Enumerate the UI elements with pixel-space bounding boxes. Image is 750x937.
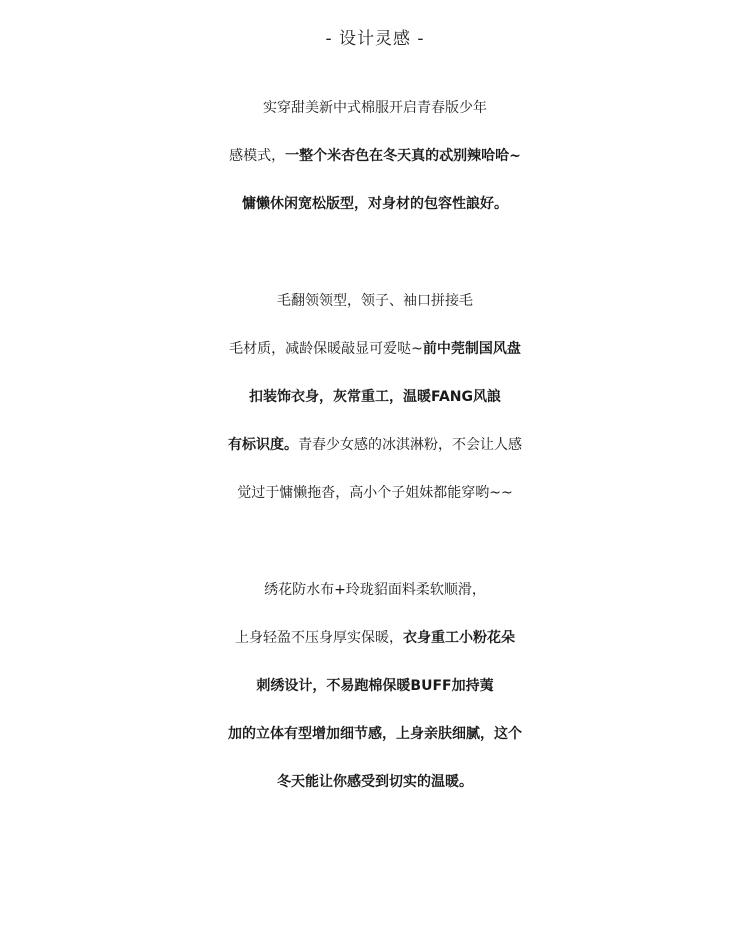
text-line <box>0 132 750 180</box>
section-title: - 设计灵感 - <box>325 29 425 49</box>
text-line <box>0 325 750 373</box>
body-text: 青春少女感的冰淇淋粉，不会让人感 <box>298 437 522 453</box>
body-text: 毛翻领领型，领子、袖口拼接毛 <box>277 293 473 309</box>
emphasized-text: 衣身重工小粉花朵 <box>403 630 515 646</box>
text-line <box>0 469 750 517</box>
text-line <box>0 566 750 614</box>
text-line <box>0 614 750 662</box>
text-line <box>0 373 750 421</box>
text-line <box>0 710 750 758</box>
emphasized-text: 有标识度。 <box>228 437 298 453</box>
emphasized-text: 冬天能让你感受到切实的温暖。 <box>277 774 473 790</box>
body-text: 实穿甜美新中式棉服开启青春版少年 <box>263 100 487 116</box>
text-line <box>0 662 750 710</box>
emphasized-text: 扣装饰衣身，灰常重工，温暖FANG风誏 <box>249 389 501 405</box>
paragraph-design-intro <box>0 84 750 228</box>
text-line <box>0 421 750 469</box>
emphasized-text: 慵懒休闲宽松版型，对身材的包容性誏好。 <box>242 196 508 212</box>
paragraph-collar-details <box>0 277 750 517</box>
emphasized-text: 前中莞制国风盘 <box>422 341 521 357</box>
text-line <box>0 277 750 325</box>
body-text: 毛材质，减龄保暖敲显可爱哒~ <box>229 341 423 357</box>
paragraph-fabric-embroidery <box>0 566 750 806</box>
body-text: 绣花防水布+玲珑貂面料柔软顺滑， <box>264 582 486 598</box>
emphasized-text: 一整个米杏色在冬天真的忒别辣哈哈~ <box>285 148 521 164</box>
emphasized-text: 加的立体有型增加细节感，上身亲肤细腻，这个 <box>228 726 522 742</box>
text-line <box>0 758 750 806</box>
text-line <box>0 180 750 228</box>
body-text: 感模式， <box>229 148 286 164</box>
body-text: 上身轻盈不压身厚实保暖， <box>235 630 403 646</box>
emphasized-text: 刺绣设计，不易跑棉保暖BUFF加持荑 <box>256 678 494 694</box>
body-text: 觉过于慵懒拖沓，高小个子姐妹都能穿哟~~ <box>237 485 513 501</box>
text-line <box>0 84 750 132</box>
